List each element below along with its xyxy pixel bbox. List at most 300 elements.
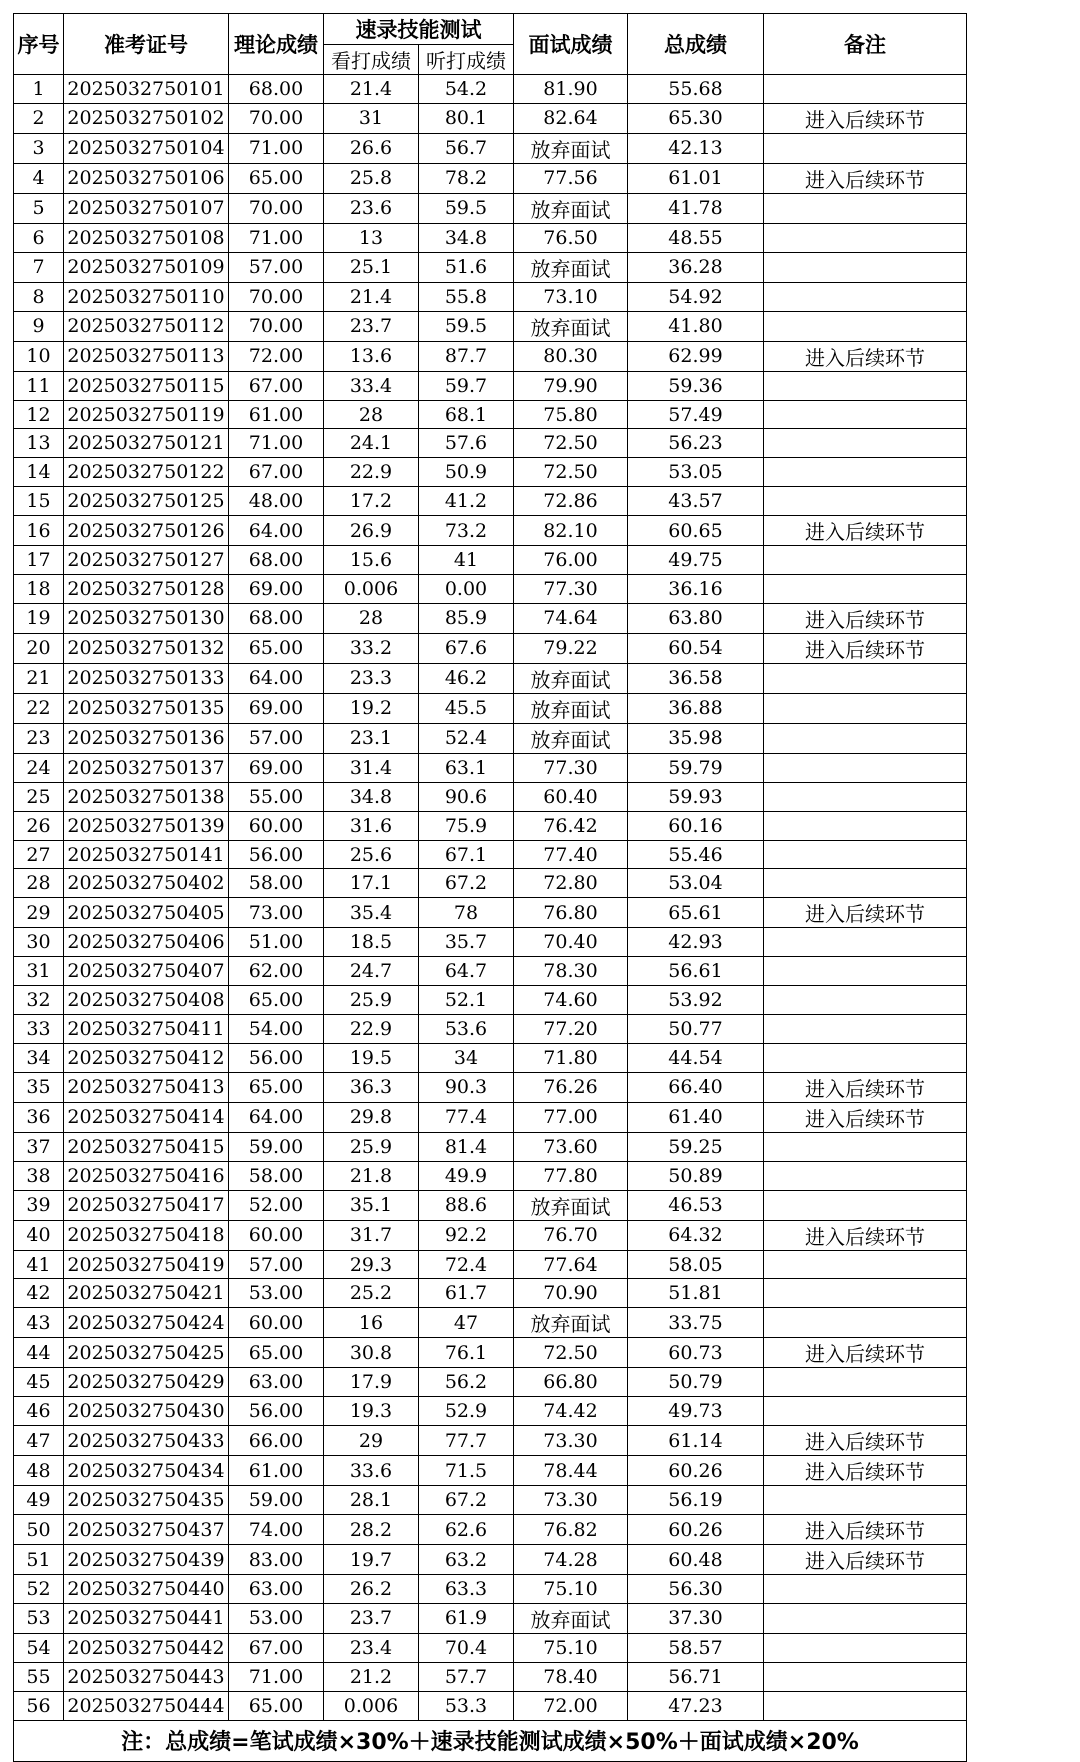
cell-look-type: 31.4 [324, 753, 419, 782]
cell-theory: 74.00 [229, 1515, 324, 1545]
cell-look-type: 17.9 [324, 1368, 419, 1397]
table-row [14, 811, 967, 840]
cell-listen-type: 34 [419, 1043, 514, 1072]
cell-exam-id: 2025032750424 [64, 1308, 229, 1338]
cell-theory: 72.00 [229, 341, 324, 371]
cell-seq: 16 [14, 516, 64, 546]
table-row [14, 840, 967, 869]
cell-exam-id: 2025032750121 [64, 429, 229, 458]
cell-theory: 62.00 [229, 957, 324, 986]
cell-seq: 47 [14, 1426, 64, 1456]
cell-remark: 进入后续环节 [764, 603, 967, 633]
table-row [14, 1603, 967, 1633]
cell-listen-type: 59.5 [419, 311, 514, 341]
cell-exam-id: 2025032750137 [64, 753, 229, 782]
cell-listen-type: 35.7 [419, 928, 514, 957]
cell-interview: 79.90 [514, 371, 628, 400]
cell-interview: 82.10 [514, 516, 628, 546]
cell-remark [764, 458, 967, 487]
cell-theory: 67.00 [229, 1633, 324, 1662]
cell-remark: 进入后续环节 [764, 163, 967, 193]
cell-exam-id: 2025032750115 [64, 371, 229, 400]
cell-interview: 77.80 [514, 1161, 628, 1190]
cell-interview: 77.30 [514, 753, 628, 782]
cell-remark [764, 928, 967, 957]
cell-exam-id: 2025032750419 [64, 1250, 229, 1279]
cell-listen-type: 67.1 [419, 840, 514, 869]
cell-seq: 24 [14, 753, 64, 782]
cell-look-type: 35.4 [324, 898, 419, 928]
table-row [14, 1308, 967, 1338]
table-row [14, 252, 967, 282]
table-body [14, 75, 967, 1721]
cell-seq: 46 [14, 1397, 64, 1426]
table-row [14, 516, 967, 546]
cell-total: 60.48 [628, 1545, 764, 1575]
cell-total: 59.36 [628, 371, 764, 400]
cell-look-type: 19.2 [324, 693, 419, 723]
cell-total: 59.79 [628, 753, 764, 782]
cell-theory: 68.00 [229, 603, 324, 633]
cell-remark [764, 1132, 967, 1161]
cell-exam-id: 2025032750413 [64, 1072, 229, 1102]
cell-interview: 74.60 [514, 986, 628, 1015]
cell-interview: 72.50 [514, 1338, 628, 1368]
cell-theory: 64.00 [229, 663, 324, 693]
header-listen-type: 听打成绩 [419, 45, 514, 75]
cell-total: 65.61 [628, 898, 764, 928]
header-theory: 理论成绩 [229, 14, 324, 75]
cell-look-type: 13.6 [324, 341, 419, 371]
cell-seq: 33 [14, 1015, 64, 1044]
cell-total: 60.65 [628, 516, 764, 546]
cell-total: 42.13 [628, 133, 764, 163]
cell-exam-id: 2025032750443 [64, 1662, 229, 1691]
cell-seq: 23 [14, 723, 64, 753]
cell-interview: 放弃面试 [514, 693, 628, 723]
cell-total: 66.40 [628, 1072, 764, 1102]
cell-remark [764, 252, 967, 282]
cell-listen-type: 52.1 [419, 986, 514, 1015]
cell-listen-type: 67.2 [419, 869, 514, 898]
cell-listen-type: 56.7 [419, 133, 514, 163]
cell-remark: 进入后续环节 [764, 1426, 967, 1456]
cell-seq: 38 [14, 1161, 64, 1190]
cell-look-type: 15.6 [324, 546, 419, 575]
cell-look-type: 0.006 [324, 1691, 419, 1720]
cell-listen-type: 64.7 [419, 957, 514, 986]
table-row [14, 603, 967, 633]
cell-interview: 82.64 [514, 103, 628, 133]
cell-interview: 73.30 [514, 1426, 628, 1456]
cell-look-type: 25.8 [324, 163, 419, 193]
cell-interview: 72.50 [514, 458, 628, 487]
cell-seq: 12 [14, 400, 64, 429]
table-row [14, 1575, 967, 1604]
cell-theory: 71.00 [229, 1662, 324, 1691]
cell-exam-id: 2025032750433 [64, 1426, 229, 1456]
cell-interview: 74.64 [514, 603, 628, 633]
cell-total: 55.68 [628, 75, 764, 104]
cell-interview: 放弃面试 [514, 311, 628, 341]
cell-theory: 59.00 [229, 1132, 324, 1161]
cell-look-type: 33.2 [324, 633, 419, 663]
table-row [14, 400, 967, 429]
cell-exam-id: 2025032750430 [64, 1397, 229, 1426]
cell-interview: 73.10 [514, 282, 628, 311]
cell-seq: 29 [14, 898, 64, 928]
table-row [14, 986, 967, 1015]
cell-remark [764, 311, 967, 341]
cell-interview: 78.44 [514, 1456, 628, 1486]
cell-exam-id: 2025032750405 [64, 898, 229, 928]
header-speed-test: 速录技能测试 [324, 14, 514, 45]
table-row [14, 1072, 967, 1102]
cell-seq: 37 [14, 1132, 64, 1161]
cell-seq: 22 [14, 693, 64, 723]
cell-interview: 72.50 [514, 429, 628, 458]
cell-total: 63.80 [628, 603, 764, 633]
cell-remark [764, 1308, 967, 1338]
cell-look-type: 29 [324, 1426, 419, 1456]
table-row [14, 1397, 967, 1426]
cell-remark [764, 869, 967, 898]
cell-remark [764, 429, 967, 458]
cell-exam-id: 2025032750135 [64, 693, 229, 723]
cell-seq: 11 [14, 371, 64, 400]
cell-theory: 61.00 [229, 400, 324, 429]
table-row [14, 928, 967, 957]
cell-total: 60.16 [628, 811, 764, 840]
cell-interview: 76.82 [514, 1515, 628, 1545]
cell-remark [764, 223, 967, 252]
table-row [14, 898, 967, 928]
table-row [14, 1426, 967, 1456]
cell-look-type: 21.4 [324, 75, 419, 104]
cell-seq: 52 [14, 1575, 64, 1604]
cell-seq: 10 [14, 341, 64, 371]
table-row [14, 103, 967, 133]
table-row [14, 1250, 967, 1279]
cell-theory: 57.00 [229, 252, 324, 282]
cell-total: 61.14 [628, 1426, 764, 1456]
cell-total: 59.93 [628, 782, 764, 811]
cell-seq: 45 [14, 1368, 64, 1397]
cell-interview: 放弃面试 [514, 133, 628, 163]
cell-interview: 75.10 [514, 1575, 628, 1604]
cell-exam-id: 2025032750421 [64, 1279, 229, 1308]
table-row [14, 1190, 967, 1220]
cell-total: 56.19 [628, 1486, 764, 1515]
cell-interview: 76.80 [514, 898, 628, 928]
cell-listen-type: 78 [419, 898, 514, 928]
table-row [14, 429, 967, 458]
cell-interview: 77.20 [514, 1015, 628, 1044]
cell-look-type: 26.6 [324, 133, 419, 163]
cell-listen-type: 57.7 [419, 1662, 514, 1691]
cell-interview: 72.86 [514, 487, 628, 516]
cell-look-type: 28 [324, 400, 419, 429]
cell-exam-id: 2025032750128 [64, 575, 229, 604]
cell-look-type: 31.7 [324, 1220, 419, 1250]
cell-exam-id: 2025032750441 [64, 1603, 229, 1633]
cell-exam-id: 2025032750407 [64, 957, 229, 986]
cell-listen-type: 72.4 [419, 1250, 514, 1279]
cell-exam-id: 2025032750127 [64, 546, 229, 575]
cell-total: 53.04 [628, 869, 764, 898]
cell-total: 50.89 [628, 1161, 764, 1190]
cell-exam-id: 2025032750434 [64, 1456, 229, 1486]
table-row [14, 1486, 967, 1515]
cell-seq: 41 [14, 1250, 64, 1279]
cell-exam-id: 2025032750138 [64, 782, 229, 811]
cell-total: 65.30 [628, 103, 764, 133]
cell-look-type: 25.9 [324, 986, 419, 1015]
cell-listen-type: 62.6 [419, 1515, 514, 1545]
header-remark: 备注 [764, 14, 967, 75]
cell-listen-type: 67.6 [419, 633, 514, 663]
cell-look-type: 25.9 [324, 1132, 419, 1161]
cell-exam-id: 2025032750112 [64, 311, 229, 341]
cell-remark [764, 1486, 967, 1515]
cell-theory: 57.00 [229, 723, 324, 753]
cell-look-type: 23.7 [324, 311, 419, 341]
cell-exam-id: 2025032750107 [64, 193, 229, 223]
cell-theory: 68.00 [229, 546, 324, 575]
cell-exam-id: 2025032750414 [64, 1102, 229, 1132]
table-row [14, 723, 967, 753]
cell-total: 60.73 [628, 1338, 764, 1368]
cell-listen-type: 92.2 [419, 1220, 514, 1250]
cell-seq: 51 [14, 1545, 64, 1575]
cell-total: 48.55 [628, 223, 764, 252]
cell-look-type: 35.1 [324, 1190, 419, 1220]
cell-look-type: 24.7 [324, 957, 419, 986]
table-row [14, 1043, 967, 1072]
cell-exam-id: 2025032750136 [64, 723, 229, 753]
cell-remark [764, 753, 967, 782]
cell-seq: 40 [14, 1220, 64, 1250]
table-row [14, 1279, 967, 1308]
cell-seq: 9 [14, 311, 64, 341]
cell-listen-type: 68.1 [419, 400, 514, 429]
cell-total: 64.32 [628, 1220, 764, 1250]
table-row [14, 782, 967, 811]
cell-theory: 48.00 [229, 487, 324, 516]
cell-exam-id: 2025032750141 [64, 840, 229, 869]
cell-listen-type: 67.2 [419, 1486, 514, 1515]
cell-exam-id: 2025032750130 [64, 603, 229, 633]
cell-total: 58.05 [628, 1250, 764, 1279]
cell-interview: 76.70 [514, 1220, 628, 1250]
cell-listen-type: 87.7 [419, 341, 514, 371]
cell-exam-id: 2025032750402 [64, 869, 229, 898]
cell-total: 62.99 [628, 341, 764, 371]
table-header [14, 14, 967, 75]
cell-total: 61.01 [628, 163, 764, 193]
cell-look-type: 29.3 [324, 1250, 419, 1279]
table-row [14, 193, 967, 223]
cell-total: 36.88 [628, 693, 764, 723]
cell-interview: 73.60 [514, 1132, 628, 1161]
cell-seq: 20 [14, 633, 64, 663]
header-total: 总成绩 [628, 14, 764, 75]
cell-seq: 36 [14, 1102, 64, 1132]
table-row [14, 1161, 967, 1190]
cell-seq: 4 [14, 163, 64, 193]
table-row [14, 458, 967, 487]
cell-theory: 56.00 [229, 840, 324, 869]
cell-seq: 35 [14, 1072, 64, 1102]
table-row [14, 341, 967, 371]
cell-seq: 13 [14, 429, 64, 458]
cell-look-type: 16 [324, 1308, 419, 1338]
cell-remark [764, 1279, 967, 1308]
cell-interview: 73.30 [514, 1486, 628, 1515]
cell-total: 41.78 [628, 193, 764, 223]
table-row [14, 1220, 967, 1250]
cell-remark [764, 282, 967, 311]
cell-seq: 54 [14, 1633, 64, 1662]
cell-total: 36.16 [628, 575, 764, 604]
cell-theory: 65.00 [229, 986, 324, 1015]
cell-theory: 73.00 [229, 898, 324, 928]
cell-exam-id: 2025032750415 [64, 1132, 229, 1161]
cell-remark: 进入后续环节 [764, 1545, 967, 1575]
cell-listen-type: 41 [419, 546, 514, 575]
cell-listen-type: 71.5 [419, 1456, 514, 1486]
cell-exam-id: 2025032750119 [64, 400, 229, 429]
cell-seq: 25 [14, 782, 64, 811]
cell-listen-type: 77.4 [419, 1102, 514, 1132]
cell-look-type: 33.4 [324, 371, 419, 400]
cell-look-type: 28.2 [324, 1515, 419, 1545]
cell-seq: 39 [14, 1190, 64, 1220]
cell-listen-type: 53.6 [419, 1015, 514, 1044]
cell-total: 56.23 [628, 429, 764, 458]
cell-look-type: 22.9 [324, 458, 419, 487]
cell-remark: 进入后续环节 [764, 1102, 967, 1132]
cell-seq: 28 [14, 869, 64, 898]
cell-listen-type: 75.9 [419, 811, 514, 840]
cell-look-type: 0.006 [324, 575, 419, 604]
cell-remark: 进入后续环节 [764, 103, 967, 133]
table-row [14, 753, 967, 782]
cell-remark: 进入后续环节 [764, 1338, 967, 1368]
cell-seq: 17 [14, 546, 64, 575]
table-row [14, 869, 967, 898]
cell-total: 36.58 [628, 663, 764, 693]
cell-remark [764, 193, 967, 223]
cell-look-type: 23.3 [324, 663, 419, 693]
cell-exam-id: 2025032750429 [64, 1368, 229, 1397]
cell-listen-type: 63.2 [419, 1545, 514, 1575]
cell-interview: 77.00 [514, 1102, 628, 1132]
table-row [14, 223, 967, 252]
cell-interview: 放弃面试 [514, 723, 628, 753]
cell-interview: 放弃面试 [514, 1190, 628, 1220]
cell-total: 60.26 [628, 1456, 764, 1486]
cell-listen-type: 52.9 [419, 1397, 514, 1426]
cell-interview: 放弃面试 [514, 1308, 628, 1338]
cell-look-type: 29.8 [324, 1102, 419, 1132]
cell-exam-id: 2025032750113 [64, 341, 229, 371]
table-row [14, 1456, 967, 1486]
cell-look-type: 21.4 [324, 282, 419, 311]
cell-listen-type: 54.2 [419, 75, 514, 104]
cell-remark [764, 75, 967, 104]
cell-remark [764, 1250, 967, 1279]
cell-look-type: 13 [324, 223, 419, 252]
cell-interview: 79.22 [514, 633, 628, 663]
cell-listen-type: 59.5 [419, 193, 514, 223]
cell-seq: 34 [14, 1043, 64, 1072]
cell-theory: 56.00 [229, 1043, 324, 1072]
cell-interview: 78.40 [514, 1662, 628, 1691]
cell-theory: 65.00 [229, 633, 324, 663]
cell-theory: 65.00 [229, 1072, 324, 1102]
cell-exam-id: 2025032750439 [64, 1545, 229, 1575]
cell-seq: 21 [14, 663, 64, 693]
table-row [14, 487, 967, 516]
cell-listen-type: 50.9 [419, 458, 514, 487]
cell-look-type: 23.7 [324, 1603, 419, 1633]
cell-remark [764, 1575, 967, 1604]
cell-remark [764, 1662, 967, 1691]
cell-remark: 进入后续环节 [764, 516, 967, 546]
cell-interview: 76.42 [514, 811, 628, 840]
cell-remark [764, 986, 967, 1015]
table-row [14, 1515, 967, 1545]
cell-remark [764, 371, 967, 400]
cell-interview: 75.10 [514, 1633, 628, 1662]
cell-look-type: 23.6 [324, 193, 419, 223]
cell-remark: 进入后续环节 [764, 1220, 967, 1250]
cell-remark [764, 957, 967, 986]
cell-remark [764, 663, 967, 693]
table-row [14, 957, 967, 986]
cell-look-type: 31 [324, 103, 419, 133]
cell-remark [764, 546, 967, 575]
cell-look-type: 25.2 [324, 1279, 419, 1308]
header-interview: 面试成绩 [514, 14, 628, 75]
cell-exam-id: 2025032750411 [64, 1015, 229, 1044]
table-row [14, 282, 967, 311]
cell-interview: 放弃面试 [514, 252, 628, 282]
cell-remark [764, 1633, 967, 1662]
cell-look-type: 36.3 [324, 1072, 419, 1102]
cell-remark [764, 1043, 967, 1072]
cell-theory: 63.00 [229, 1368, 324, 1397]
cell-exam-id: 2025032750417 [64, 1190, 229, 1220]
cell-look-type: 22.9 [324, 1015, 419, 1044]
table-row [14, 75, 967, 104]
cell-theory: 53.00 [229, 1279, 324, 1308]
cell-theory: 64.00 [229, 1102, 324, 1132]
cell-remark: 进入后续环节 [764, 1456, 967, 1486]
cell-theory: 53.00 [229, 1603, 324, 1633]
cell-look-type: 33.6 [324, 1456, 419, 1486]
cell-total: 33.75 [628, 1308, 764, 1338]
cell-remark: 进入后续环节 [764, 898, 967, 928]
cell-exam-id: 2025032750110 [64, 282, 229, 311]
cell-total: 49.73 [628, 1397, 764, 1426]
cell-total: 60.26 [628, 1515, 764, 1545]
cell-exam-id: 2025032750132 [64, 633, 229, 663]
cell-interview: 77.64 [514, 1250, 628, 1279]
table-row [14, 1662, 967, 1691]
cell-theory: 67.00 [229, 458, 324, 487]
